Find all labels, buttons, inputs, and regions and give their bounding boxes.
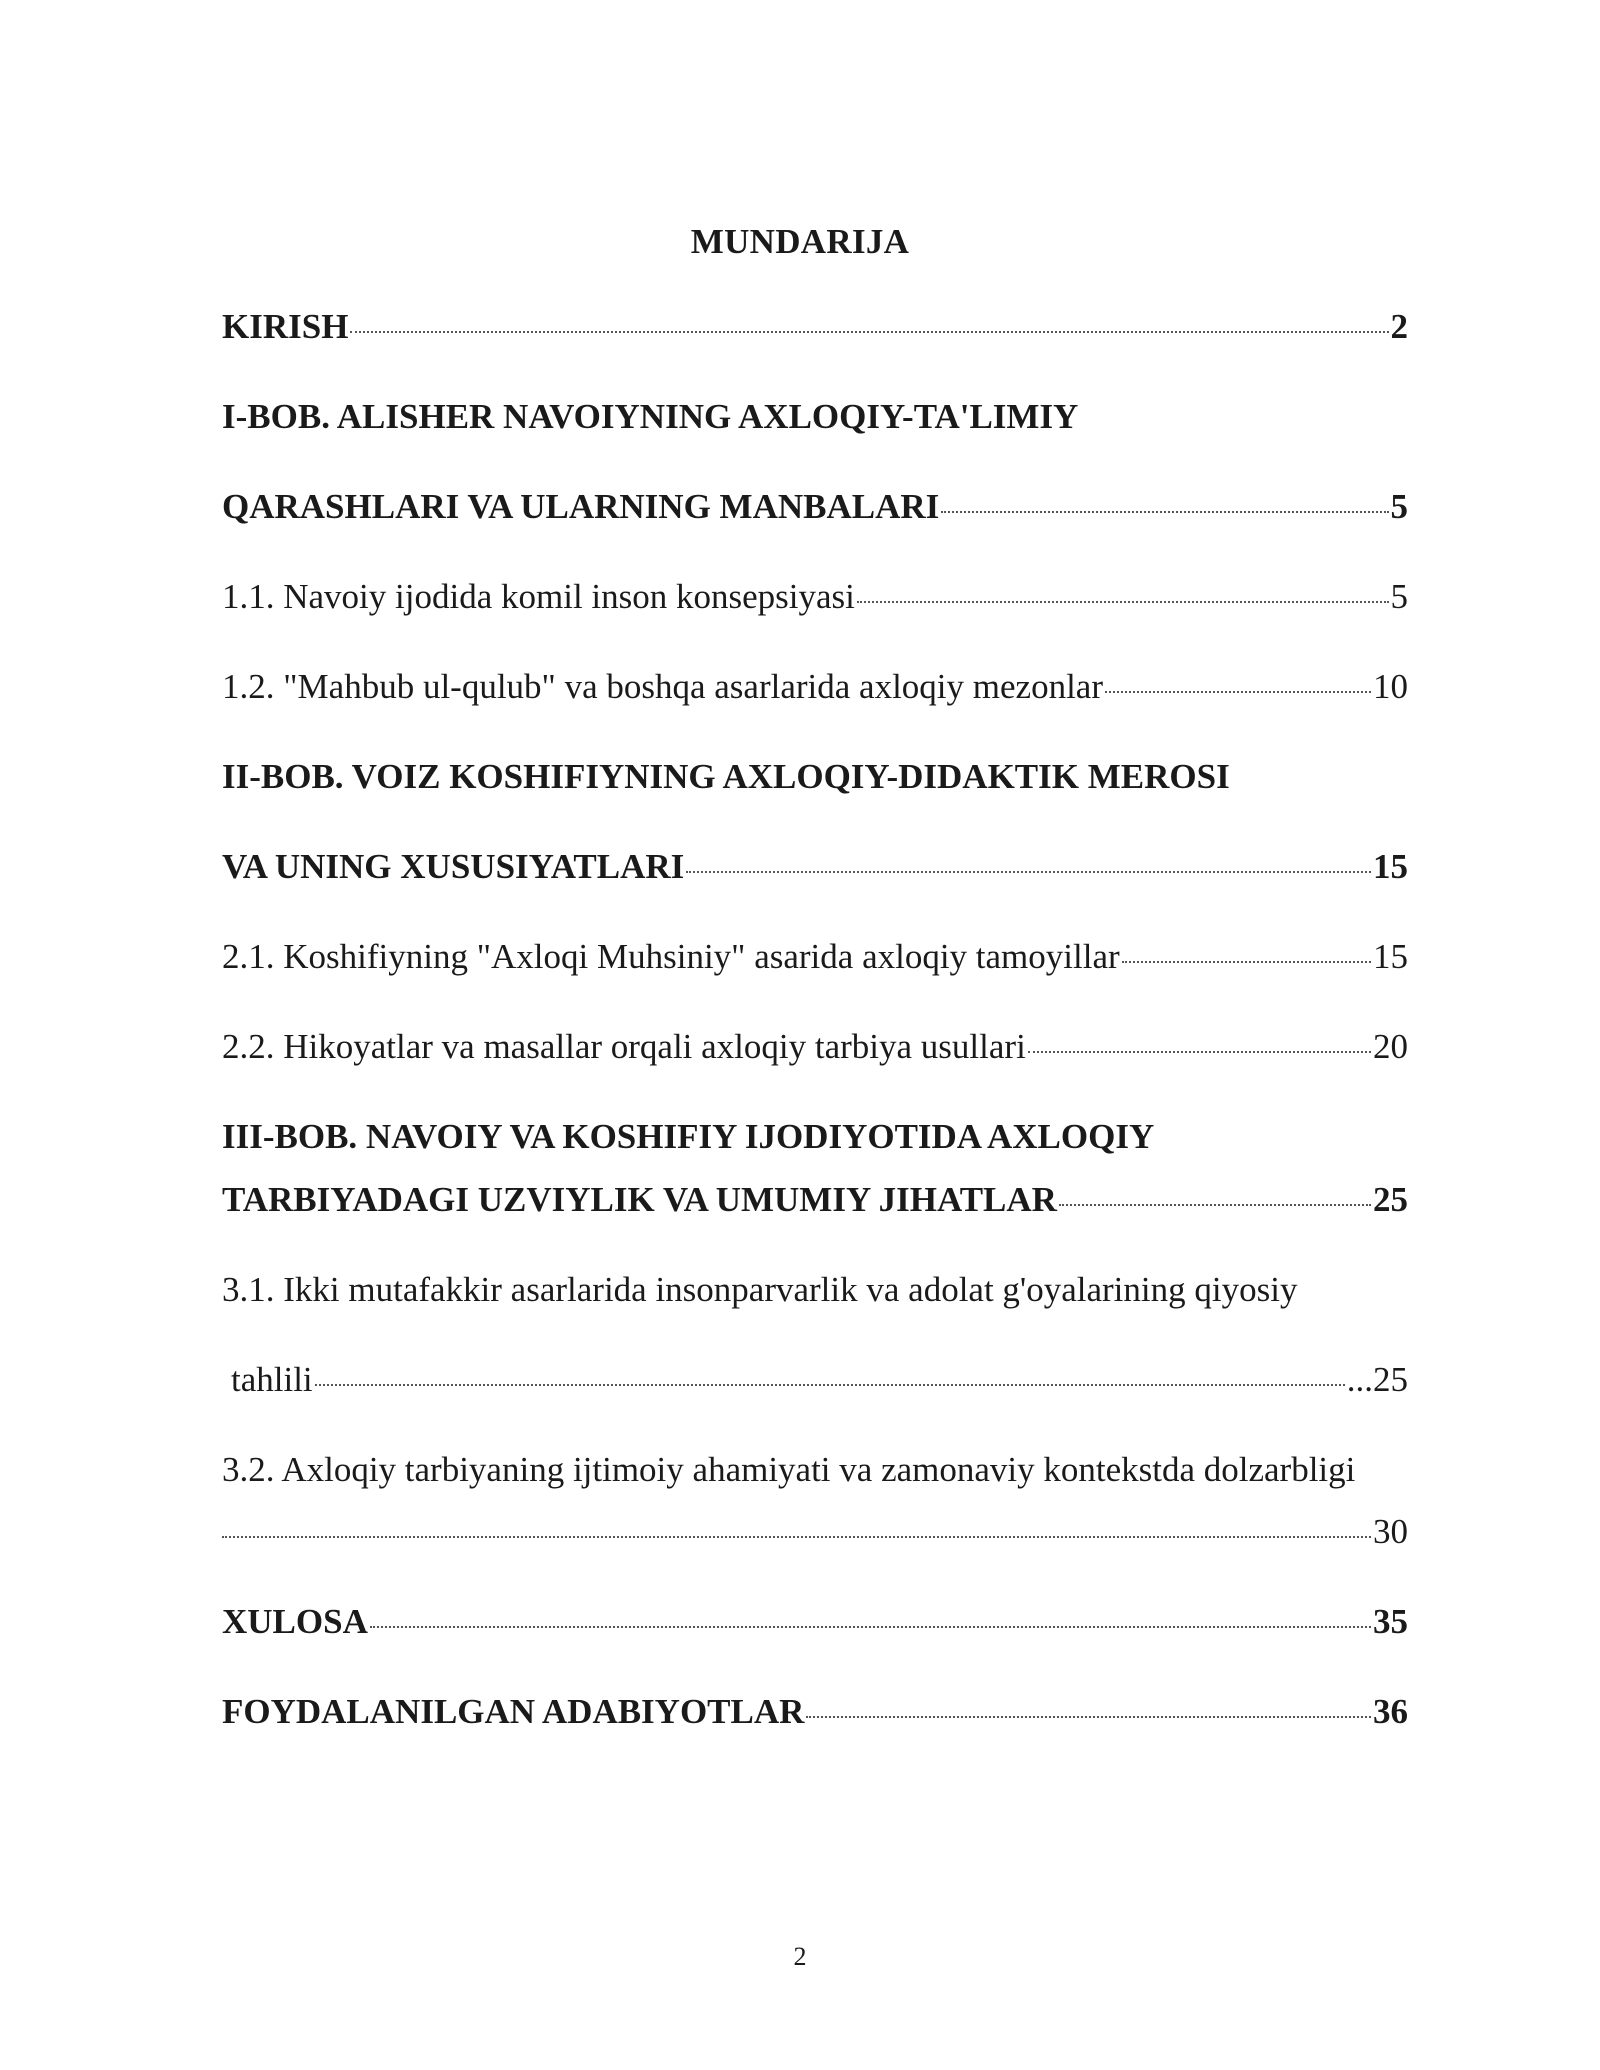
toc-entry-label: VA UNING XUSUSIYATLARI: [222, 847, 685, 886]
toc-page-number: 10: [1373, 667, 1408, 706]
toc-page-number: 5: [1390, 487, 1408, 526]
toc-section-3-1-line1: 3.1. Ikki mutafakkir asarlarida insonparvarlik va adolat g'oyalarining qiyosiy: [222, 1270, 1298, 1309]
toc-entry-label: 1.1. Navoiy ijodida komil inson konsepsiyasi: [222, 577, 855, 616]
dot-leader: [315, 1384, 1345, 1386]
toc-section-3-1-line2: [222, 1360, 1408, 1400]
toc-chapter3-title-line1: III-BOB. NAVOIY VA KOSHIFIY IJODIYOTIDA AXLOQIY: [222, 1117, 1155, 1156]
toc-page-number: 36: [1373, 1692, 1408, 1731]
toc-entry-label: KIRISH: [222, 307, 349, 346]
dot-leader: [370, 1626, 1371, 1628]
toc-entry-xulosa: [222, 1602, 1408, 1642]
page-number-footer: 2: [793, 1942, 807, 1971]
toc-entry-label: 2.1. Koshifiyning "Axloqi Muhsiniy" asarida axloqiy tamoyillar: [222, 937, 1120, 976]
toc-section-2-2: [222, 1027, 1408, 1067]
toc-chapter1-title-line2: [222, 487, 1408, 527]
toc-page-number: 20: [1373, 1027, 1408, 1066]
toc-page-number: 30: [1373, 1512, 1408, 1551]
toc-chapter2-title-line2: [222, 847, 1408, 887]
toc-page-number: 2: [1390, 307, 1408, 346]
toc-section-2-1: [222, 937, 1408, 977]
toc-entry-kirish: [222, 307, 1408, 347]
toc-entry-label: 1.2. "Mahbub ul-qulub" va boshqa asarlarida axloqiy mezonlar: [222, 667, 1103, 706]
toc-page-number: ...25: [1346, 1360, 1408, 1399]
toc-page-number: 15: [1373, 847, 1408, 886]
toc-chapter1-title-line1: I-BOB. ALISHER NAVOIYNING AXLOQIY-TA'LIMIY: [222, 397, 1079, 436]
toc-entry-label: TARBIYADAGI UZVIYLIK VA UMUMIY JIHATLAR: [222, 1180, 1057, 1219]
toc-section-3-2-line2: [222, 1512, 1408, 1552]
dot-leader: [1059, 1204, 1371, 1206]
toc-page-number: 5: [1390, 577, 1408, 616]
toc-entry-label: QARASHLARI VA ULARNING MANBALARI: [222, 487, 940, 526]
dot-leader: [222, 1536, 1371, 1538]
toc-page-number: 35: [1373, 1602, 1408, 1641]
dot-leader: [857, 601, 1389, 603]
toc-entry-label: FOYDALANILGAN ADABIYOTLAR: [222, 1692, 805, 1731]
dot-leader: [686, 871, 1371, 873]
toc-entry-label: XULOSA: [222, 1602, 368, 1641]
toc-entry-adabiyotlar: [222, 1692, 1408, 1732]
toc-entry-label: tahlili: [231, 1360, 313, 1399]
toc-chapter3-title-line2: [222, 1180, 1408, 1220]
toc-entry-label: 2.2. Hikoyatlar va masallar orqali axloqiy tarbiya usullari: [222, 1027, 1026, 1066]
toc-page-number: 25: [1373, 1180, 1408, 1219]
dot-leader: [350, 331, 1388, 333]
toc-section-3-2-line1: 3.2. Axloqiy tarbiyaning ijtimoiy ahamiyati va zamonaviy kontekstda dolzarbligi: [222, 1450, 1356, 1489]
dot-leader: [941, 511, 1388, 513]
dot-leader: [1122, 961, 1371, 963]
page-title: MUNDARIJA: [690, 222, 910, 261]
toc-page-number: 15: [1373, 937, 1408, 976]
dot-leader: [1028, 1051, 1371, 1053]
toc-section-1-1: [222, 577, 1408, 617]
toc-section-1-2: [222, 667, 1408, 707]
dot-leader: [1105, 691, 1371, 693]
dot-leader: [806, 1716, 1371, 1718]
toc-chapter2-title-line1: II-BOB. VOIZ KOSHIFIYNING AXLOQIY-DIDAKTIK MEROSI: [222, 757, 1230, 796]
